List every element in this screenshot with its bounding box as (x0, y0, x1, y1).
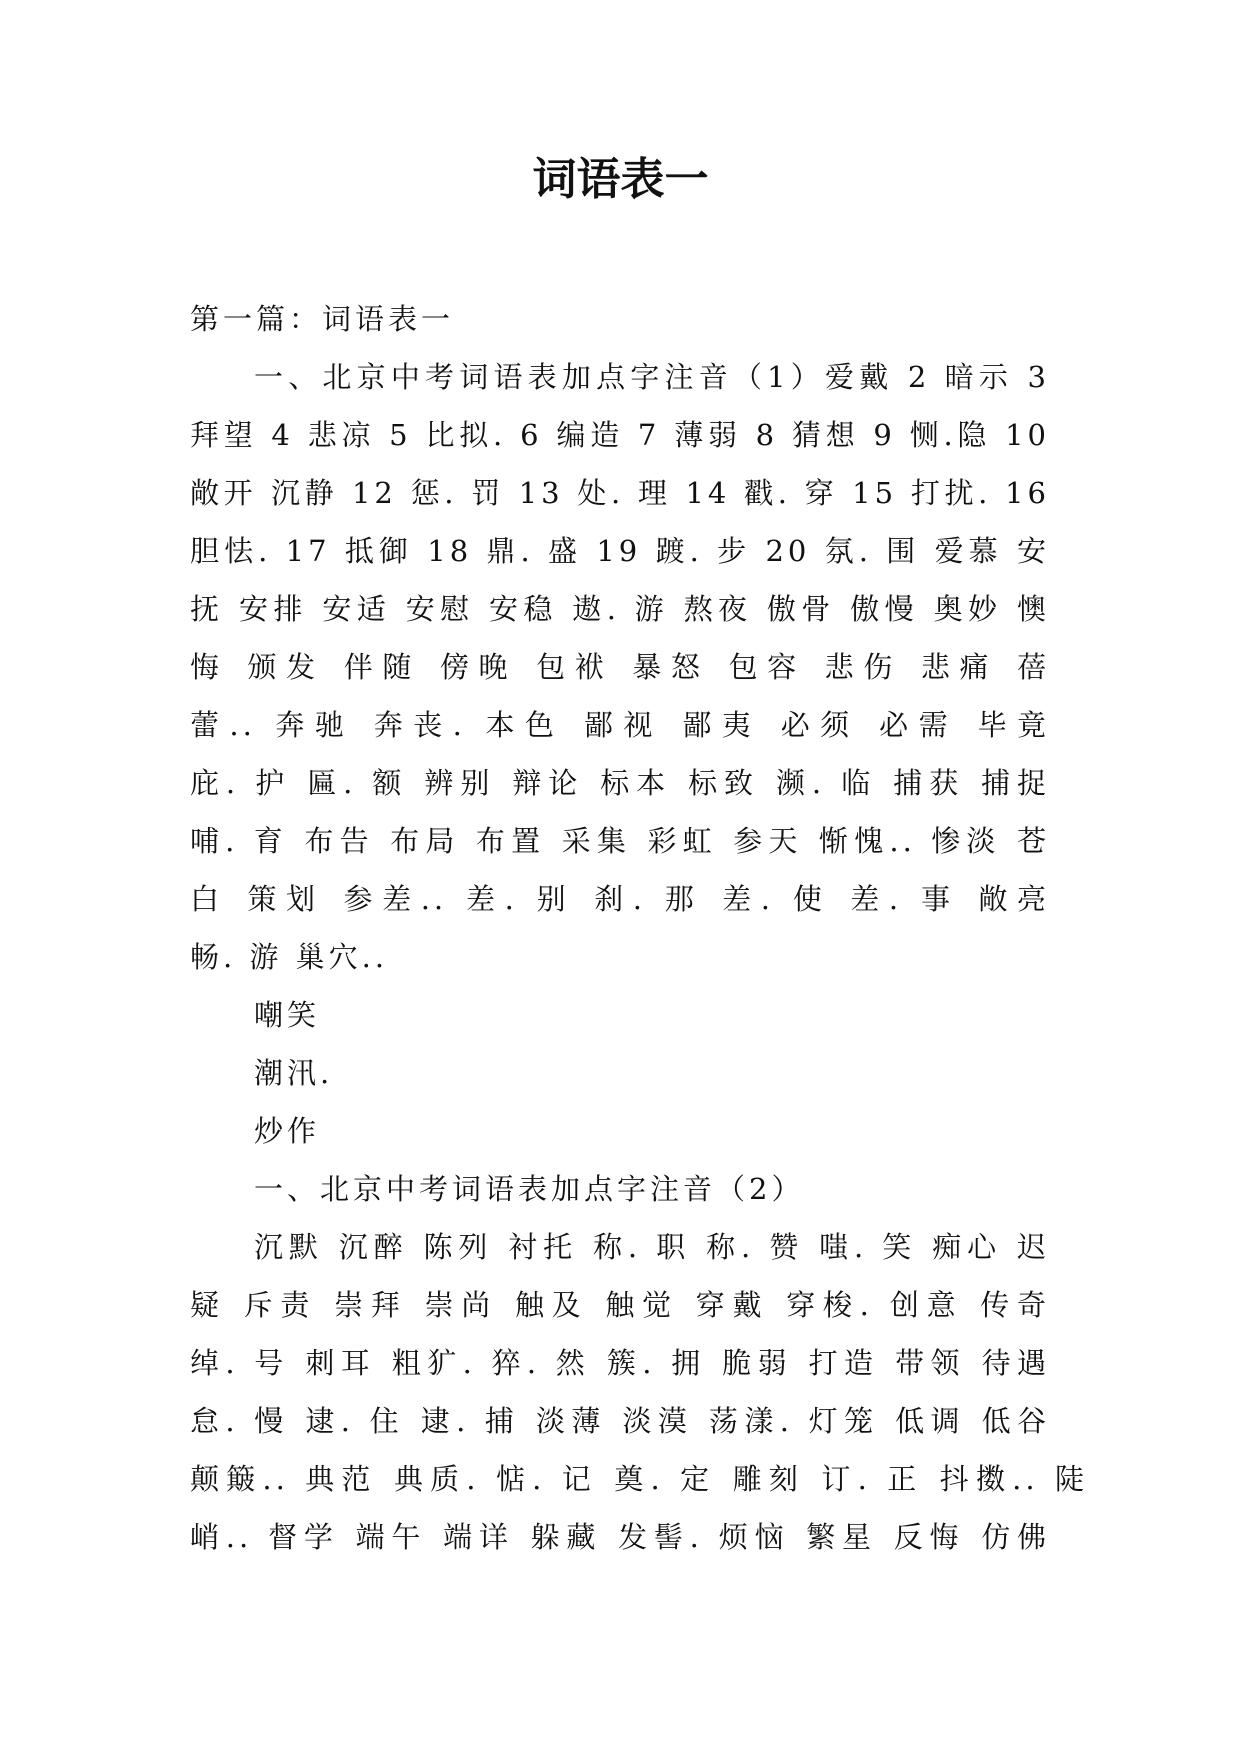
text-line: 胆怯. 17 抵御 18 鼎. 盛 19 踱. 步 20 氛. 围 爱慕 安 (190, 534, 1050, 568)
document-body (190, 290, 1088, 1566)
text-line: 绰. 号 刺耳 粗犷. 猝. 然 簇. 拥 脆弱 打造 带领 待遇 (190, 1346, 1050, 1380)
text-line: 嘲笑 (254, 998, 321, 1032)
text-line: 怠. 慢 逮. 住 逮. 捕 淡薄 淡漠 荡漾. 灯笼 低调 低谷 (190, 1404, 1050, 1438)
text-line: 哺. 育 布告 布局 布置 采集 彩虹 参天 惭愧.. 惨淡 苍 (190, 824, 1050, 858)
document-title: 词语表一 (532, 154, 709, 205)
text-line: 庇. 护 匾. 额 辨别 辩论 标本 标致 濒. 临 捕获 捕捉 (190, 766, 1050, 800)
text-line: 白 策划 参差.. 差. 别 刹. 那 差. 使 差. 事 敞亮 (190, 882, 1050, 916)
text-line: 畅. 游 巢穴.. (190, 940, 389, 974)
text-line: 颠簸.. 典范 典质. 惦. 记 奠. 定 雕刻 订. 正 抖擞.. 陡 (190, 1462, 1088, 1496)
text-line: 疑 斥责 崇拜 崇尚 触及 触觉 穿戴 穿梭. 创意 传奇 (190, 1288, 1050, 1322)
text-line: 潮汛. (254, 1056, 334, 1090)
text-line: 抚 安排 安适 安慰 安稳 遨. 游 熬夜 傲骨 傲慢 奥妙 懊 (190, 592, 1050, 626)
text-line: 炒作 (254, 1114, 321, 1148)
text-line: 敞开 沉静 12 惩. 罚 13 处. 理 14 戳. 穿 15 打扰. 16 (190, 476, 1050, 510)
text-line: 悔 颁发 伴随 傍晚 包袱 暴怒 包容 悲伤 悲痛 蓓 (190, 650, 1050, 684)
text-line: 沉默 沉醉 陈列 衬托 称. 职 称. 赞 嗤. 笑 痴心 迟 (254, 1230, 1050, 1264)
text-line: 蕾.. 奔驰 奔丧. 本色 鄙视 鄙夷 必须 必需 毕竟 (190, 708, 1050, 742)
text-line: 一、北京中考词语表加点字注音（2） (254, 1172, 805, 1206)
text-line: 拜望 4 悲凉 5 比拟. 6 编造 7 薄弱 8 猜想 9 恻.隐 10 (190, 418, 1050, 452)
text-line: 峭.. 督学 端午 端详 躲藏 发髻. 烦恼 繁星 反悔 仿佛 (190, 1520, 1050, 1554)
text-line: 一、北京中考词语表加点字注音（1）爱戴 2 暗示 3 (254, 360, 1050, 394)
text-line: 第一篇：词语表一 (190, 302, 455, 336)
